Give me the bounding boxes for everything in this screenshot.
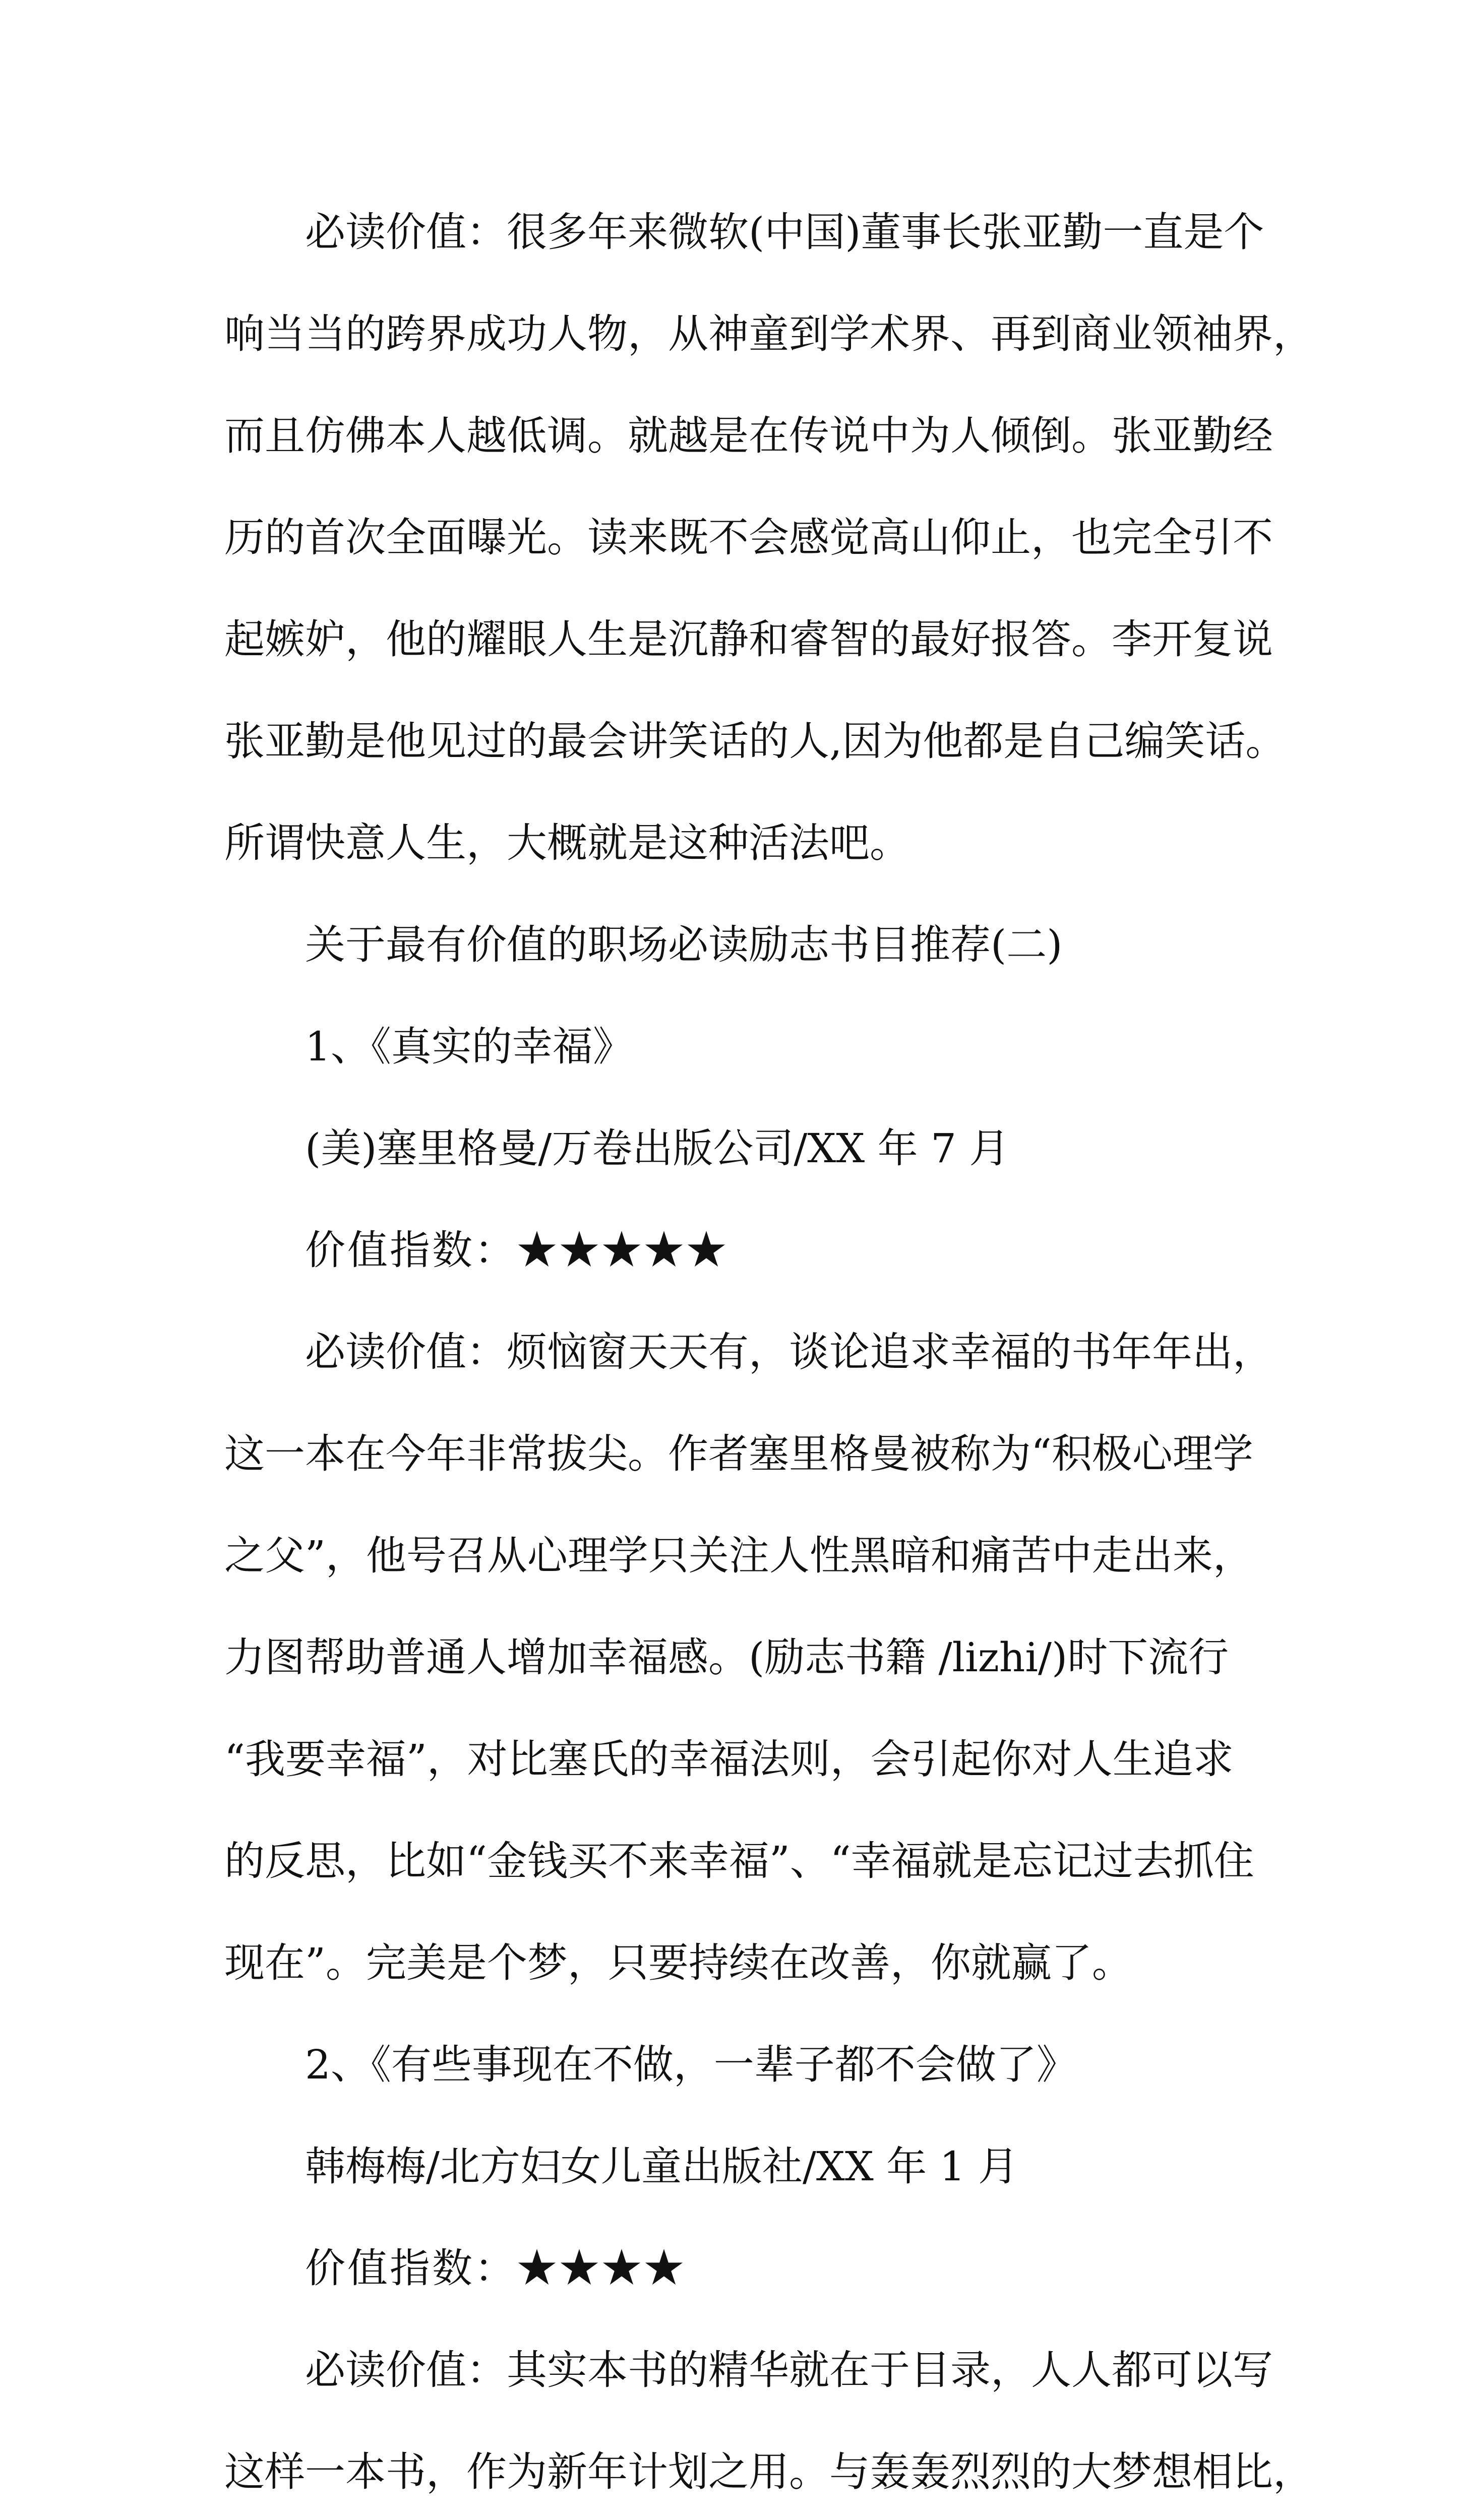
paragraph-line: 之父”，他号召从心理学只关注人性黑暗和痛苦中走出来，	[224, 1532, 1253, 1579]
paragraph-line: 而且仿佛本人越低调。就越是在传说中为人倾倒。张亚勤经	[224, 412, 1273, 459]
paragraph-line: 必读价值：其实本书的精华就在于目录，人人都可以写	[305, 2347, 1273, 2393]
book-publication-info: (美)塞里格曼/万卷出版公司/XX 年 7 月	[305, 1125, 1010, 1172]
book-title: 1、《真实的幸福》	[305, 1023, 633, 1070]
paragraph-line: 必读价值：很多年来微软(中国)董事长张亚勤一直是个	[305, 209, 1264, 256]
book-title: 2、《有些事现在不做，一辈子都不会做了》	[305, 2041, 1077, 2088]
paragraph-line: 力图帮助普通人增加幸福感。(励志书籍 /lizhi/)时下流行	[224, 1634, 1229, 1681]
paragraph-line: 这样一本书，作为新年计划之用。与轰轰烈烈的大梦想相比，	[224, 2448, 1313, 2495]
document-page	[224, 181, 1313, 2520]
value-rating: 价值指数：★★★★★	[305, 1227, 728, 1274]
section-heading: 关于最有价值的职场必读励志书目推荐(二)	[305, 921, 1063, 968]
paragraph-line: “我要幸福”，对比塞氏的幸福法则，会引起你对人生追求	[224, 1736, 1234, 1783]
paragraph-line: 这一本在今年非常拔尖。作者塞里格曼被称为“积极心理学	[224, 1430, 1253, 1477]
paragraph-line: 现在”。完美是个梦，只要持续在改善，你就赢了。	[224, 1939, 1132, 1986]
paragraph-line: 张亚勤是他见过的最会讲笑话的人,因为他都是自己编笑话。	[224, 718, 1286, 765]
paragraph-line: 的反思，比如“金钱买不来幸福”、“幸福就是忘记过去抓住	[224, 1838, 1254, 1884]
book-publication-info: 韩梅梅/北方妇女儿童出版社/XX 年 1 月	[305, 2143, 1018, 2190]
paragraph-line: 所谓快意人生，大概就是这种活法吧。	[224, 820, 910, 866]
paragraph-line: 起嫉妒，他的耀眼人生是沉静和睿智的最好报答。李开复说	[224, 616, 1273, 663]
paragraph-line: 必读价值：烦恼窗天天有，谈论追求幸福的书年年出，	[305, 1329, 1273, 1375]
paragraph-line: 响当当的跨界成功人物，从神童到学术界、再到商业领袖界，	[224, 310, 1313, 357]
value-rating: 价值指数：★★★★	[305, 2245, 686, 2292]
paragraph-line: 历的首次全面曝光。读来既不会感觉高山仰止，也完全引不	[224, 514, 1273, 561]
